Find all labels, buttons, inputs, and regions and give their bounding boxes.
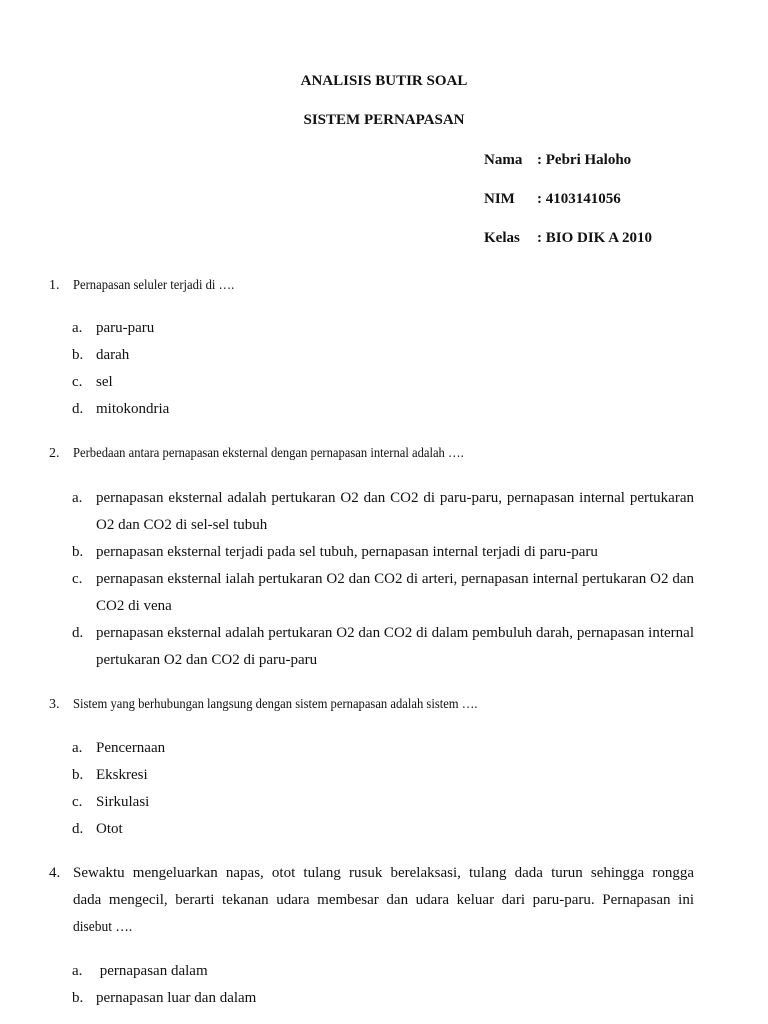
option-text: pernapasan eksternal ialah pertukaran O2 dan CO2 di arteri, pernapasan internal pertukaran O2 dan CO2 di vena: [96, 571, 694, 614]
question-text: Sistem yang berhubungan langsung dengan sistem pernapasan adalah sistem ….: [73, 697, 478, 712]
option-text: Ekskresi: [96, 767, 148, 783]
option-letter: a.: [72, 490, 83, 506]
question-number: 4.: [49, 865, 61, 881]
option-text: darah: [96, 347, 130, 363]
option-letter: a.: [72, 320, 83, 336]
option-3b[interactable]: [72, 762, 694, 789]
student-info: [484, 152, 652, 269]
document-title: ANALISIS BUTIR SOAL: [300, 73, 468, 89]
question-1-options: [72, 315, 694, 423]
option-text: sel: [96, 374, 113, 390]
student-name-row: [484, 152, 652, 191]
question-2-options: [72, 485, 694, 674]
option-text: pernapasan eksternal terjadi pada sel tubuh, pernapasan internal terjadi di paru-paru: [96, 544, 598, 560]
question-3: [49, 691, 694, 718]
option-1c[interactable]: [72, 369, 694, 396]
option-2b[interactable]: [72, 539, 694, 566]
question-2: [49, 440, 694, 467]
option-letter: d.: [72, 401, 84, 417]
option-text: pernapasan luar dan dalam: [96, 990, 257, 1006]
question-text-line-3: disebut ….: [73, 919, 133, 935]
option-letter: b.: [72, 767, 84, 783]
option-letter: c.: [72, 374, 83, 390]
option-letter: d.: [72, 625, 84, 641]
question-number: 1.: [49, 278, 60, 293]
option-text: pernapasan dalam: [96, 963, 208, 979]
option-4b[interactable]: [72, 985, 694, 1012]
question-number: 3.: [49, 697, 60, 712]
question-number: 2.: [49, 446, 60, 461]
question-text: Perbedaan antara pernapasan eksternal dengan pernapasan internal adalah ….: [73, 446, 464, 461]
option-4a[interactable]: [72, 958, 694, 985]
option-letter: b.: [72, 347, 84, 363]
option-text: Pencernaan: [96, 740, 166, 756]
question-text-line-2: dada mengecil, berarti tekanan udara membesar dan udara keluar dari paru-paru. Pernapasan ini: [73, 892, 694, 908]
option-1b[interactable]: [72, 342, 694, 369]
option-2c[interactable]: [72, 566, 694, 620]
option-1d[interactable]: [72, 396, 694, 423]
student-nim-label: NIM: [484, 191, 515, 207]
option-letter: c.: [72, 571, 83, 587]
question-3-options: [72, 735, 694, 843]
student-name-label: Nama: [484, 152, 523, 168]
question-text: Pernapasan seluler terjadi di ….: [73, 278, 235, 293]
question-1: [49, 272, 694, 299]
option-text: paru-paru: [96, 320, 155, 336]
student-class-label: Kelas: [484, 230, 520, 246]
option-letter: b.: [72, 544, 84, 560]
option-1a[interactable]: [72, 315, 694, 342]
option-text: Sirkulasi: [96, 794, 150, 810]
student-name-value: : Pebri Haloho: [537, 152, 632, 168]
option-text: pernapasan eksternal adalah pertukaran O2 dan CO2 di paru-paru, pernapasan internal pertukaran O2 dan CO2 di sel-sel tubuh: [96, 490, 694, 533]
option-text: Otot: [96, 821, 123, 837]
option-letter: d.: [72, 821, 84, 837]
option-letter: a.: [72, 740, 83, 756]
question-4-options: [72, 958, 694, 1012]
student-nim-row: [484, 191, 652, 230]
option-3c[interactable]: [72, 789, 694, 816]
option-text: mitokondria: [96, 401, 170, 417]
option-2a[interactable]: [72, 485, 694, 539]
student-class-value: : BIO DIK A 2010: [537, 230, 653, 246]
option-letter: b.: [72, 990, 84, 1006]
student-class-row: [484, 230, 652, 269]
option-text: pernapasan eksternal adalah pertukaran O2 dan CO2 di dalam pembuluh darah, pernapasan internal pertukaran O2 dan CO2 di paru-paru: [96, 625, 694, 668]
option-2d[interactable]: [72, 620, 694, 674]
option-3a[interactable]: [72, 735, 694, 762]
option-3d[interactable]: [72, 816, 694, 843]
student-nim-value: : 4103141056: [537, 191, 621, 207]
question-text-line-1: Sewaktu mengeluarkan napas, otot tulang rusuk berelaksasi, tulang dada turun sehingga rongga: [73, 865, 694, 881]
document-subtitle: SISTEM PERNAPASAN: [303, 112, 465, 128]
option-letter: a.: [72, 963, 83, 979]
question-4: [49, 860, 694, 941]
option-letter: c.: [72, 794, 83, 810]
